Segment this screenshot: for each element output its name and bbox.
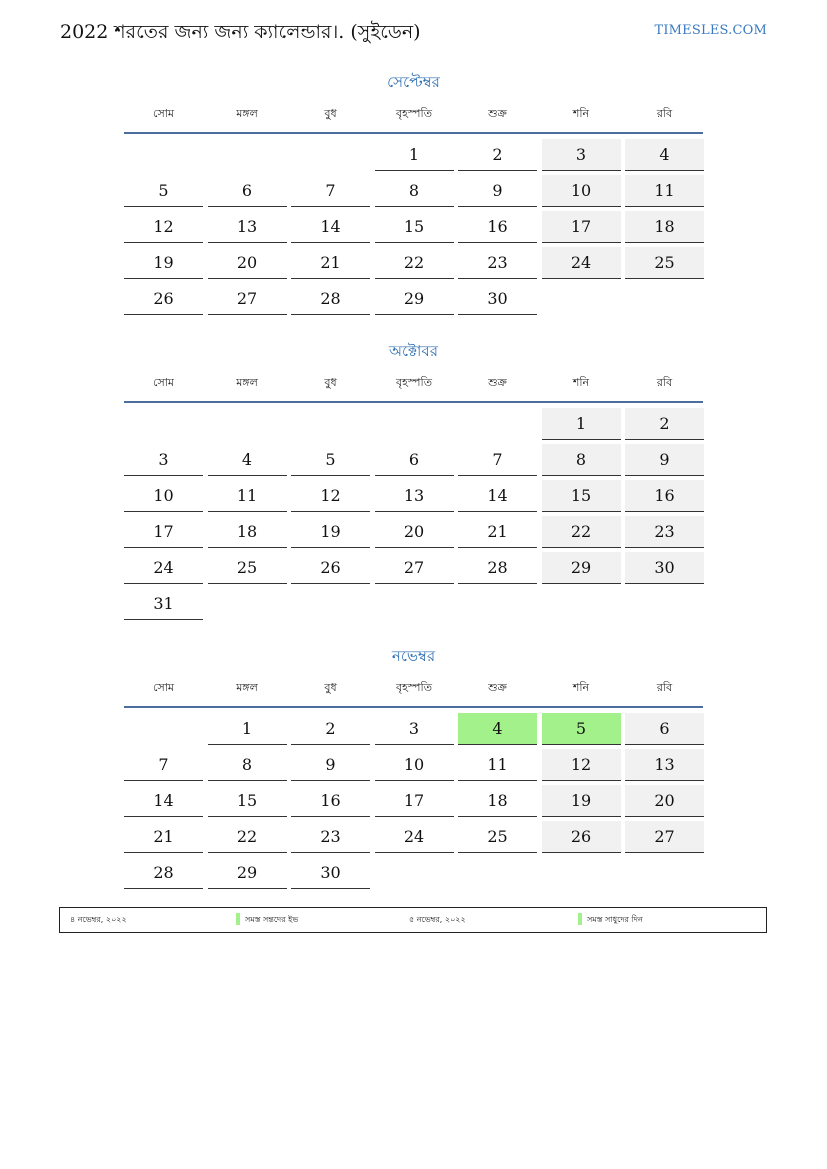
site-brand-link[interactable]: TIMESLES.COM (654, 23, 767, 38)
day-cell: 26 (124, 283, 203, 315)
day-cell: 15 (542, 480, 621, 512)
day-cell: 18 (625, 211, 704, 243)
day-cell: 13 (208, 211, 287, 243)
day-cell: 29 (208, 857, 287, 889)
holiday-marker-icon (578, 913, 582, 925)
weekday-sun: রবি (656, 376, 673, 389)
day-cell: 27 (375, 552, 454, 584)
day-cell: 24 (375, 821, 454, 853)
day-cell: 31 (124, 588, 203, 620)
day-cell: 5 (542, 713, 621, 745)
day-cell: 1 (208, 713, 287, 745)
day-cell: 25 (625, 247, 704, 279)
day-cell: 25 (458, 821, 537, 853)
day-cell: 23 (625, 516, 704, 548)
page-title: 2022 শরতের জন্য জন্য ক্যালেন্ডার।. (সুইডেন) (60, 21, 421, 43)
day-cell: 26 (291, 552, 370, 584)
day-cell: 17 (124, 516, 203, 548)
day-cell: 8 (375, 175, 454, 207)
day-cell: 6 (375, 444, 454, 476)
day-cell: 23 (291, 821, 370, 853)
day-cell: 22 (375, 247, 454, 279)
day-cell: 19 (124, 247, 203, 279)
month-title: অক্টোবর (388, 342, 439, 360)
day-cell: 21 (291, 247, 370, 279)
day-cell: 10 (124, 480, 203, 512)
day-cell: 2 (625, 408, 704, 440)
day-cell: 11 (625, 175, 704, 207)
day-cell: 24 (542, 247, 621, 279)
month-september (124, 70, 703, 319)
weekday-sat: শনি (572, 107, 590, 120)
day-cell: 3 (124, 444, 203, 476)
weekday-sat: শনি (572, 376, 590, 389)
day-cell: 7 (458, 444, 537, 476)
weekday-mon: সোম (152, 107, 175, 120)
day-cell: 14 (291, 211, 370, 243)
day-cell: 7 (124, 749, 203, 781)
day-cell: 30 (291, 857, 370, 889)
day-cell: 21 (458, 516, 537, 548)
day-cell: 15 (375, 211, 454, 243)
day-cell: 5 (124, 175, 203, 207)
weekday-sat: শনি (572, 681, 590, 694)
day-cell: 6 (625, 713, 704, 745)
legend-holiday-name: সমস্ত সাধুদের দিন (587, 915, 643, 924)
day-cell: 17 (375, 785, 454, 817)
weekday-thu: বৃহস্পতি (396, 376, 432, 389)
day-cell: 4 (458, 713, 537, 745)
day-cell: 14 (124, 785, 203, 817)
day-cell: 30 (458, 283, 537, 315)
weekday-wed: বুধ (324, 681, 337, 694)
weekday-mon: সোম (152, 681, 175, 694)
weekday-header (124, 94, 703, 134)
day-cell: 9 (291, 749, 370, 781)
day-cell: 27 (208, 283, 287, 315)
day-cell: 10 (542, 175, 621, 207)
day-cell: 5 (291, 444, 370, 476)
holiday-marker-icon (236, 913, 240, 925)
day-cell: 16 (625, 480, 704, 512)
day-cell: 20 (375, 516, 454, 548)
day-cell: 3 (375, 713, 454, 745)
day-cell: 8 (208, 749, 287, 781)
month-november (124, 644, 703, 893)
day-cell: 14 (458, 480, 537, 512)
day-cell: 24 (124, 552, 203, 584)
day-cell: 11 (458, 749, 537, 781)
day-cell: 6 (208, 175, 287, 207)
weekday-header (124, 668, 703, 708)
day-cell: 2 (458, 139, 537, 171)
day-cell: 20 (208, 247, 287, 279)
day-cell: 20 (625, 785, 704, 817)
day-cell: 1 (375, 139, 454, 171)
legend-date: ৪ নভেম্বর, ২০২২ (70, 915, 127, 924)
day-grid (124, 708, 703, 893)
day-cell: 15 (208, 785, 287, 817)
weekday-wed: বুধ (324, 376, 337, 389)
weekday-fri: শুক্র (488, 681, 507, 694)
holiday-legend (59, 907, 767, 933)
day-cell: 9 (625, 444, 704, 476)
day-cell: 23 (458, 247, 537, 279)
day-cell: 4 (208, 444, 287, 476)
day-cell: 26 (542, 821, 621, 853)
day-cell: 8 (542, 444, 621, 476)
day-cell: 11 (208, 480, 287, 512)
day-cell: 22 (542, 516, 621, 548)
day-cell: 9 (458, 175, 537, 207)
weekday-wed: বুধ (324, 107, 337, 120)
day-cell: 16 (291, 785, 370, 817)
day-cell: 17 (542, 211, 621, 243)
page-header (60, 18, 767, 48)
day-cell: 18 (458, 785, 537, 817)
month-october (124, 339, 703, 624)
legend-holiday-name: সমস্ত সন্তদের ইভ (245, 915, 299, 924)
day-cell: 13 (625, 749, 704, 781)
day-cell: 1 (542, 408, 621, 440)
day-cell: 19 (542, 785, 621, 817)
weekday-tue: মঙ্গল (236, 376, 258, 389)
weekday-fri: শুক্র (488, 376, 507, 389)
day-cell: 28 (124, 857, 203, 889)
day-cell: 13 (375, 480, 454, 512)
weekday-header (124, 363, 703, 403)
weekday-tue: মঙ্গল (236, 107, 258, 120)
day-cell: 3 (542, 139, 621, 171)
month-title: নভেম্বর (391, 647, 436, 665)
day-cell: 4 (625, 139, 704, 171)
weekday-tue: মঙ্গল (236, 681, 258, 694)
day-cell: 30 (625, 552, 704, 584)
weekday-thu: বৃহস্পতি (396, 107, 432, 120)
day-grid (124, 403, 703, 624)
day-grid (124, 134, 703, 319)
day-cell: 16 (458, 211, 537, 243)
day-cell: 2 (291, 713, 370, 745)
weekday-sun: রবি (656, 681, 673, 694)
day-cell: 29 (375, 283, 454, 315)
month-title: সেপ্টেম্বর (387, 73, 440, 91)
weekday-fri: শুক্র (488, 107, 507, 120)
day-cell: 25 (208, 552, 287, 584)
day-cell: 7 (291, 175, 370, 207)
day-cell: 10 (375, 749, 454, 781)
weekday-thu: বৃহস্পতি (396, 681, 432, 694)
day-cell: 12 (542, 749, 621, 781)
day-cell: 28 (291, 283, 370, 315)
day-cell: 21 (124, 821, 203, 853)
day-cell: 28 (458, 552, 537, 584)
legend-date: ৫ নভেম্বর, ২০২২ (409, 915, 466, 924)
day-cell: 12 (124, 211, 203, 243)
day-cell: 22 (208, 821, 287, 853)
day-cell: 18 (208, 516, 287, 548)
day-cell: 12 (291, 480, 370, 512)
day-cell: 27 (625, 821, 704, 853)
weekday-sun: রবি (656, 107, 673, 120)
weekday-mon: সোম (152, 376, 175, 389)
day-cell: 29 (542, 552, 621, 584)
day-cell: 19 (291, 516, 370, 548)
